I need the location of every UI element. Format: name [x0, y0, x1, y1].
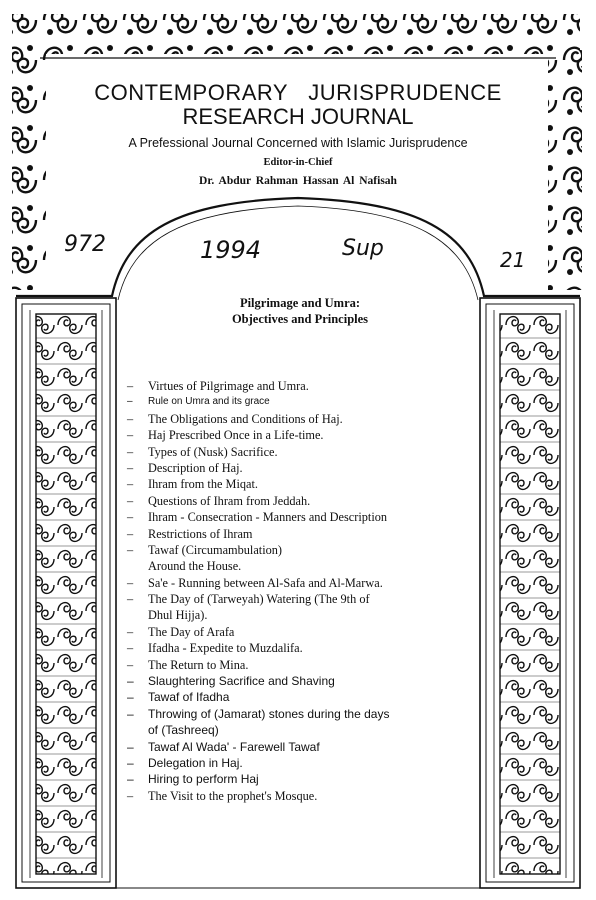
- list-item-text: Ihram from the Miqat.: [148, 477, 258, 492]
- list-item: [127, 657, 457, 673]
- list-dash: –: [127, 592, 134, 607]
- list-dash: –: [127, 542, 134, 557]
- list-dash: –: [127, 657, 134, 672]
- list-item: [127, 771, 457, 787]
- list-item-text: Restrictions of Ihram: [148, 526, 253, 541]
- list-item-text: Ifadha - Expedite to Muzdalifa.: [148, 641, 303, 656]
- section-title-line2: Objectives and Principles: [231, 312, 369, 326]
- list-item: [127, 378, 457, 394]
- list-dash: –: [127, 428, 134, 443]
- list-item-text: The Day of Arafa: [148, 624, 235, 639]
- list-dash: –: [127, 739, 134, 754]
- list-dash: –: [127, 379, 134, 393]
- editor-in-chief-label: Editor-in-Chief: [263, 157, 333, 168]
- list-item-text: Rule on Umra and its grace: [148, 396, 270, 408]
- list-dash: –: [127, 706, 134, 721]
- list-item-text: Around the House.: [148, 559, 242, 574]
- list-dash: –: [127, 624, 134, 639]
- list-dash: –: [127, 755, 134, 770]
- list-item: [127, 591, 457, 607]
- list-item-text: Slaughtering Sacrifice and Shaving: [148, 674, 335, 689]
- list-item-text: Tawaf Al Wada' - Farewell Tawaf: [148, 739, 320, 754]
- list-item-text: Throwing of (Jamarat) stones during the days: [148, 706, 390, 721]
- list-dash: –: [127, 510, 134, 525]
- list-item-text: The Obligations and Conditions of Haj.: [148, 411, 343, 426]
- list-item: [127, 722, 457, 738]
- list-dash: –: [127, 460, 134, 475]
- list-dash: –: [127, 444, 134, 459]
- list-item-text: Delegation in Haj.: [148, 755, 243, 770]
- list-item-text: The Day of (Tarweyah) Watering (The 9th of: [148, 592, 370, 607]
- list-dash: –: [127, 411, 134, 426]
- list-item-text: Questions of Ihram from Jeddah.: [148, 493, 311, 508]
- list-item: [127, 558, 457, 574]
- list-item-text: Types of (Nusk) Sacrifice.: [148, 444, 278, 459]
- list-item: [127, 640, 457, 656]
- list-dash: –: [127, 788, 134, 803]
- list-item: [127, 509, 457, 525]
- handwritten-note: 21: [500, 248, 526, 272]
- journal-title-line1: CONTEMPORARY JURISPRUDENCE: [94, 80, 502, 105]
- list-item: [127, 427, 457, 443]
- list-item: [127, 493, 457, 509]
- list-item: [127, 460, 457, 476]
- section-title-line1: Pilgrimage and Umra:: [239, 296, 361, 310]
- list-item-text: Haj Prescribed Once in a Life-time.: [148, 428, 324, 443]
- list-item: [127, 607, 457, 623]
- list-item: [127, 476, 457, 492]
- list-item-text: of (Tashreeq): [148, 723, 219, 738]
- list-item-text: Hiring to perform Haj: [148, 772, 259, 787]
- handwritten-note: 1994: [200, 236, 262, 264]
- list-item: [127, 542, 457, 558]
- list-dash: –: [127, 641, 134, 656]
- list-item-text: Dhul Hijja).: [148, 608, 208, 623]
- list-item: [127, 706, 457, 722]
- list-dash: –: [127, 772, 134, 787]
- list-dash: –: [127, 690, 134, 705]
- list-item-text: Ihram - Consecration - Manners and Description: [148, 510, 388, 525]
- list-item: [127, 526, 457, 542]
- list-dash: –: [127, 575, 134, 590]
- list-item: [127, 673, 457, 689]
- list-item: [127, 624, 457, 640]
- list-item: [127, 755, 457, 771]
- contents-list: [127, 378, 457, 804]
- journal-title-line2: RESEARCH JOURNAL: [182, 104, 414, 129]
- handwritten-note: 972: [64, 232, 106, 257]
- list-dash: –: [127, 674, 134, 689]
- list-item-text: Tawaf of Ifadha: [148, 690, 230, 705]
- list-item: [127, 575, 457, 591]
- list-item-text: The Return to Mina.: [148, 657, 249, 672]
- list-item-text: Virtues of Pilgrimage and Umra.: [148, 379, 309, 393]
- list-item: [127, 788, 457, 804]
- list-dash: –: [127, 493, 134, 508]
- list-item: [127, 689, 457, 705]
- handwritten-note: Sup: [342, 236, 384, 261]
- list-item-text: Tawaf (Circumambulation): [148, 542, 283, 557]
- list-item-text: The Visit to the prophet's Mosque.: [148, 788, 318, 803]
- list-item: [127, 444, 457, 460]
- list-item-text: Sa'e - Running between Al-Safa and Al-Marwa.: [148, 575, 383, 590]
- editor-in-chief-name: Dr. Abdur Rahman Hassan Al Nafisah: [199, 175, 397, 187]
- list-dash: –: [127, 477, 134, 492]
- list-item: [127, 739, 457, 755]
- list-dash: –: [127, 526, 134, 541]
- list-dash: –: [127, 396, 133, 408]
- list-item-text: Description of Haj.: [148, 460, 243, 475]
- list-item: [127, 394, 457, 410]
- list-item: [127, 411, 457, 427]
- journal-subtitle: A Prefessional Journal Concerned with Islamic Jurisprudence: [128, 136, 468, 150]
